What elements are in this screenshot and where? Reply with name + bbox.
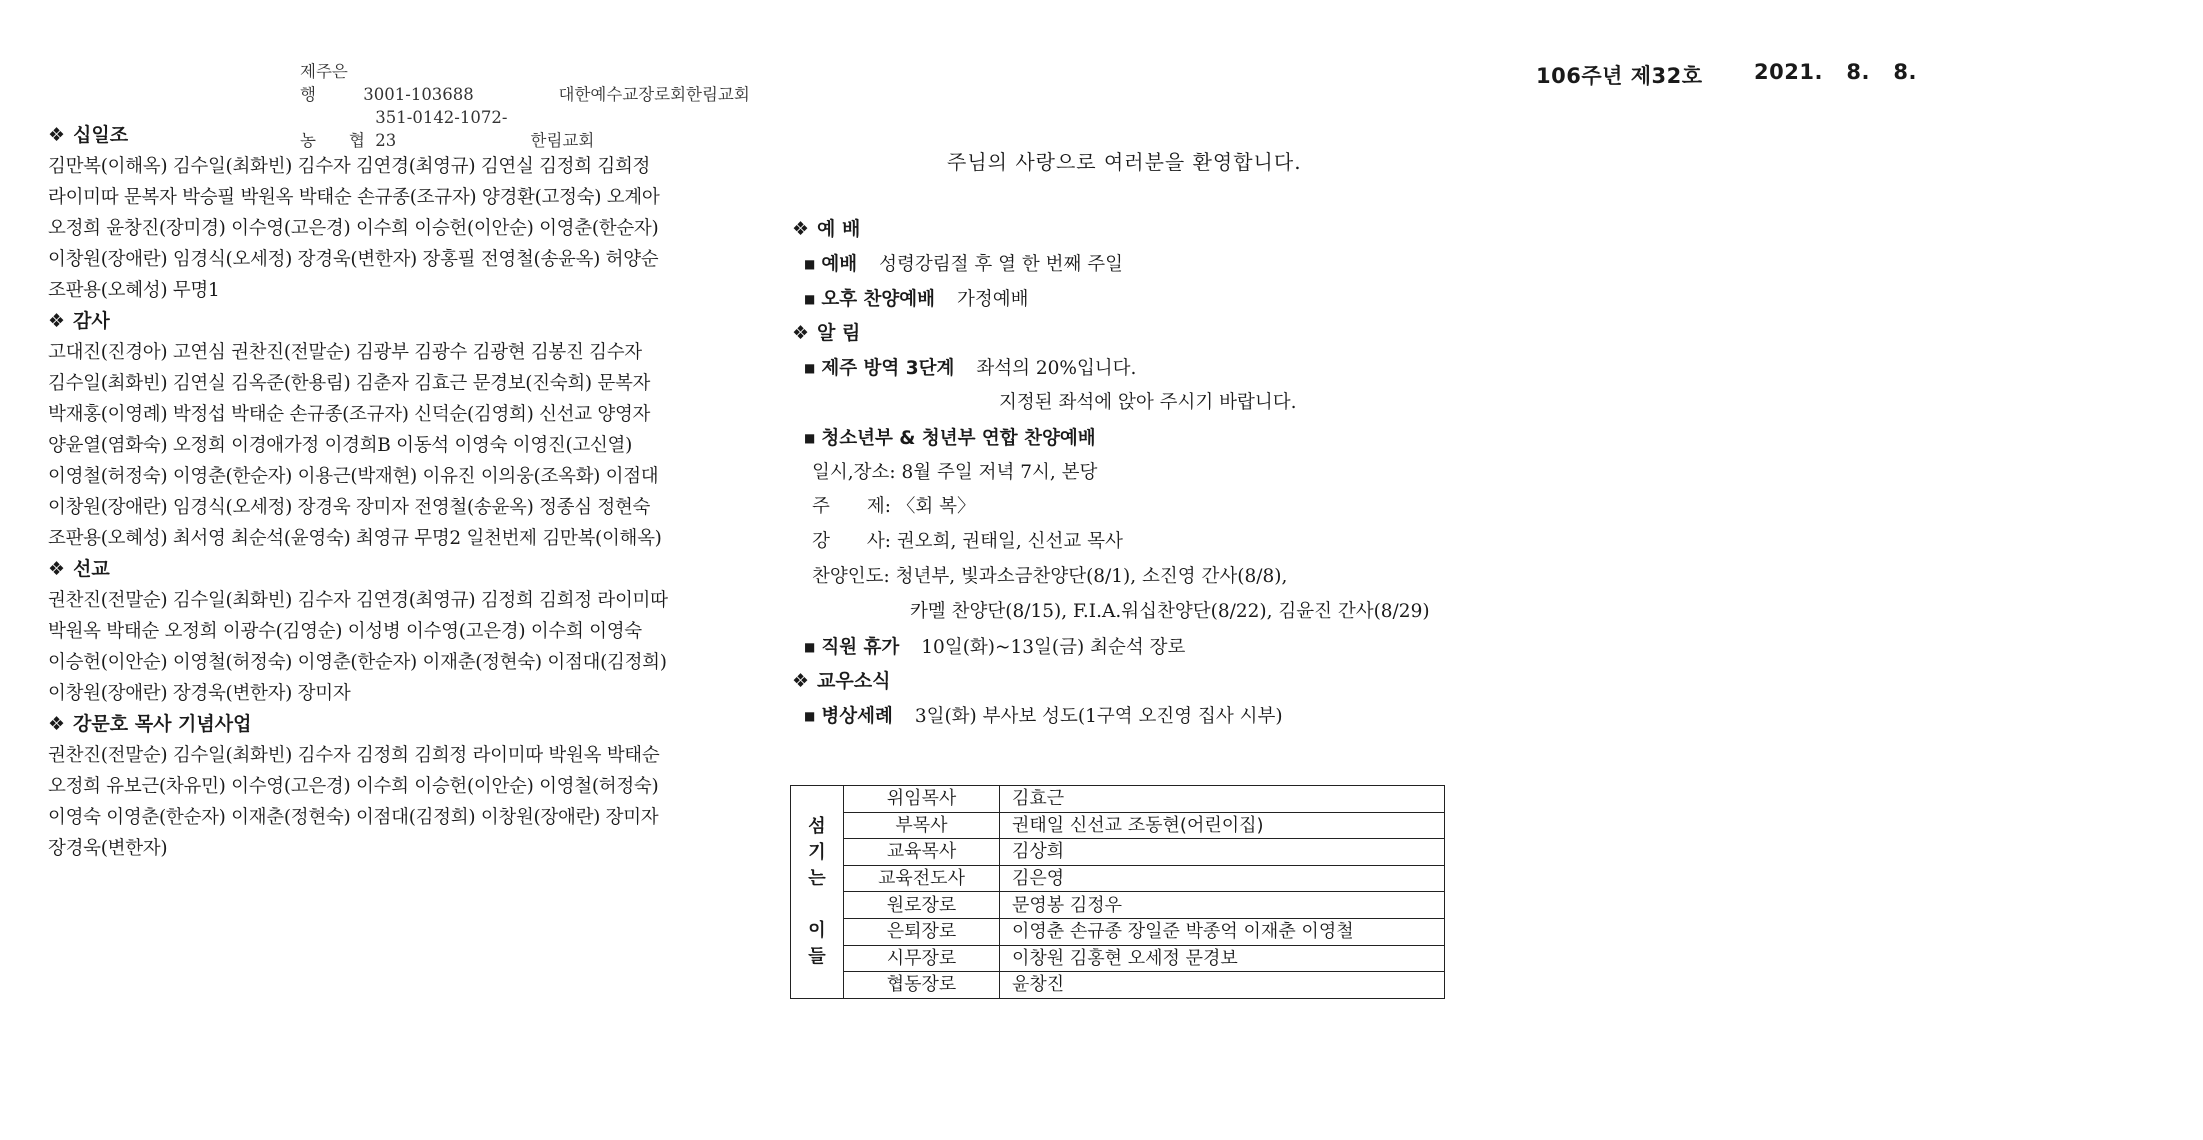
square-bullet-icon: ■ xyxy=(804,256,816,271)
member-news-item: ■ 병상세례 3일(화) 부사보 성도(1구역 오진영 집사 시부) xyxy=(804,706,1283,728)
bank-name: 제주은행 xyxy=(300,62,348,104)
staff-role: 협동장로 xyxy=(844,972,1000,999)
diamond-icon: ❖ xyxy=(792,670,810,693)
name-line: 오정희 윤창진(장미경) 이수영(고은경) 이수희 이승헌(이안순) 이영춘(한순자) xyxy=(48,218,659,239)
table-row xyxy=(791,865,1445,892)
diamond-icon: ❖ xyxy=(48,124,66,146)
section-heading: ❖ 선교 xyxy=(48,558,110,580)
announcements xyxy=(792,212,1552,734)
staff-names: 김상희 xyxy=(1000,839,1445,866)
staff-names: 김은영 xyxy=(1000,865,1445,892)
name-line: 이승헌(이안순) 이영철(허정숙) 이영춘(한순자) 이재춘(정현숙) 이점대(김정희) xyxy=(48,652,667,673)
name-line: 조판용(오혜성) 최서영 최순석(윤영숙) 최영규 무명2 일천번제 김만복(이해옥) xyxy=(48,528,662,549)
staff-side-label: 섬 기 는 이 들 xyxy=(791,786,844,999)
staff-role: 부목사 xyxy=(844,812,1000,839)
name-line: 이창원(장애란) 임경식(오세정) 장경욱 장미자 전영철(송윤옥) 정종심 정현숙 xyxy=(48,497,651,518)
name-line: 이창원(장애란) 임경식(오세정) 장경욱(변한자) 장홍필 전영철(송윤옥) 허양순 xyxy=(48,249,659,270)
account-holder: 한림교회 xyxy=(530,131,595,150)
issue-number: 106주년 제32호 xyxy=(1536,64,1703,88)
staff-table xyxy=(790,785,1445,999)
notice-continuation: 지정된 좌석에 앉아 주시기 바랍니다. xyxy=(999,391,1297,413)
staff-role: 위임목사 xyxy=(844,786,1000,813)
section-heading: ❖ 예 배 xyxy=(792,218,861,240)
notice-item: ■ 직원 휴가 10일(화)~13일(금) 최순석 장로 xyxy=(804,636,1186,658)
staff-names: 권태일 신선교 조동현(어린이집) xyxy=(1000,812,1445,839)
notice-detail: 주 제: 〈회 복〉 xyxy=(812,496,976,518)
name-line: 오정희 유보근(차유민) 이수영(고은경) 이수희 이승헌(이안순) 이영철(허정숙) xyxy=(48,776,659,797)
staff-names: 이영춘 손규종 장일준 박종억 이재춘 이영철 xyxy=(1000,918,1445,945)
table-row xyxy=(791,812,1445,839)
notice-item: ■ 청소년부 & 청년부 연합 찬양예배 xyxy=(804,427,1096,449)
staff-role: 원로장로 xyxy=(844,892,1000,919)
name-line: 권찬진(전말순) 김수일(최화빈) 김수자 김정희 김희정 라이미따 박원옥 박태순 xyxy=(48,745,660,766)
worship-item: ■ 오후 찬양예배 가정예배 xyxy=(804,288,1029,310)
name-line: 조판용(오혜성) 무명1 xyxy=(48,280,220,301)
staff-role: 은퇴장로 xyxy=(844,918,1000,945)
bank-name: 농 협 xyxy=(300,131,365,150)
square-bullet-icon: ■ xyxy=(804,361,816,376)
section-heading: ❖ 감사 xyxy=(48,310,110,332)
table-row xyxy=(791,786,1445,813)
square-bullet-icon: ■ xyxy=(804,430,816,445)
table-row xyxy=(791,972,1445,999)
welcome-message: 주님의 사랑으로 여러분을 환영합니다. xyxy=(947,150,1302,174)
name-line: 양윤열(염화숙) 오정희 이경애가정 이경희B 이동석 이영숙 이영진(고신열) xyxy=(48,435,633,456)
square-bullet-icon: ■ xyxy=(804,639,816,654)
table-row xyxy=(791,892,1445,919)
staff-names: 김효근 xyxy=(1000,786,1445,813)
staff-role: 시무장로 xyxy=(844,945,1000,972)
table-row xyxy=(791,918,1445,945)
name-line: 권찬진(전말순) 김수일(최화빈) 김수자 김연경(최영규) 김정희 김희정 라이미따 xyxy=(48,590,668,611)
name-line: 고대진(진경아) 고연심 권찬진(전말순) 김광부 김광수 김광현 김봉진 김수자 xyxy=(48,342,642,363)
name-line: 박원옥 박태순 오정희 이광수(김영순) 이성병 이수영(고은경) 이수희 이영숙 xyxy=(48,621,642,642)
bank-row xyxy=(300,60,750,106)
section-heading: ❖ 십일조 xyxy=(48,124,129,146)
staff-role: 교육전도사 xyxy=(844,865,1000,892)
table-row xyxy=(791,945,1445,972)
notice-detail: 카멜 찬양단(8/15), F.I.A.워십찬양단(8/22), 김윤진 간사(8/29) xyxy=(910,600,1430,622)
section-heading: ❖ 알 림 xyxy=(792,322,861,345)
section-heading: ❖ 교우소식 xyxy=(792,670,891,693)
square-bullet-icon: ■ xyxy=(804,291,816,306)
name-line: 장경욱(변한자) xyxy=(48,838,168,859)
notice-detail: 찬양인도: 청년부, 빛과소금찬양단(8/1), 소진영 간사(8/8), xyxy=(812,565,1288,587)
staff-names: 윤창진 xyxy=(1000,972,1445,999)
name-line: 이영숙 이영춘(한순자) 이재춘(정현숙) 이점대(김정희) 이창원(장애란) 장미자 xyxy=(48,807,659,828)
staff-role: 교육목사 xyxy=(844,839,1000,866)
account-holder: 대한예수교장로회한림교회 xyxy=(558,85,750,104)
name-line: 김만복(이해옥) 김수일(최화빈) 김수자 김연경(최영규) 김연실 김정희 김희정 xyxy=(48,156,651,177)
name-line: 이창원(장애란) 장경욱(변한자) 장미자 xyxy=(48,683,351,704)
diamond-icon: ❖ xyxy=(792,322,810,345)
name-line: 박재홍(이영례) 박정섭 박태순 손규종(조규자) 신덕순(김영희) 신선교 양영자 xyxy=(48,404,651,425)
notice-detail: 강 사: 권오희, 권태일, 신선교 목사 xyxy=(812,531,1123,553)
issue-date: 2021. 8. 8. xyxy=(1754,60,1917,84)
section-heading: ❖ 강문호 목사 기념사업 xyxy=(48,713,252,735)
staff-names: 이창원 김홍현 오세정 문경보 xyxy=(1000,945,1445,972)
diamond-icon: ❖ xyxy=(792,218,810,240)
diamond-icon: ❖ xyxy=(48,713,66,735)
worship-item: ■ 예배 성령강림절 후 열 한 번째 주일 xyxy=(804,253,1123,275)
account-number: 351-0142-1072-23 xyxy=(375,108,508,150)
name-line: 김수일(최화빈) 김연실 김옥준(한용림) 김춘자 김효근 문경보(진숙희) 문복자 xyxy=(48,373,651,394)
table-row xyxy=(791,839,1445,866)
issue-info xyxy=(1536,60,1917,90)
account-number: 3001-103688 xyxy=(363,85,474,104)
name-line: 라이미따 문복자 박승필 박원옥 박태순 손규종(조규자) 양경환(고정숙) 오계아 xyxy=(48,187,660,208)
notice-detail: 일시,장소: 8월 주일 저녁 7시, 본당 xyxy=(812,461,1098,483)
diamond-icon: ❖ xyxy=(48,310,66,332)
name-line: 이영철(허정숙) 이영춘(한순자) 이용근(박재현) 이유진 이의웅(조옥화) 이점대 xyxy=(48,466,659,487)
staff-names: 문영봉 김정우 xyxy=(1000,892,1445,919)
diamond-icon: ❖ xyxy=(48,558,66,580)
offerings-list xyxy=(48,120,708,864)
notice-item: ■ 제주 방역 3단계 좌석의 20%입니다. xyxy=(804,358,1137,380)
square-bullet-icon: ■ xyxy=(804,709,816,724)
